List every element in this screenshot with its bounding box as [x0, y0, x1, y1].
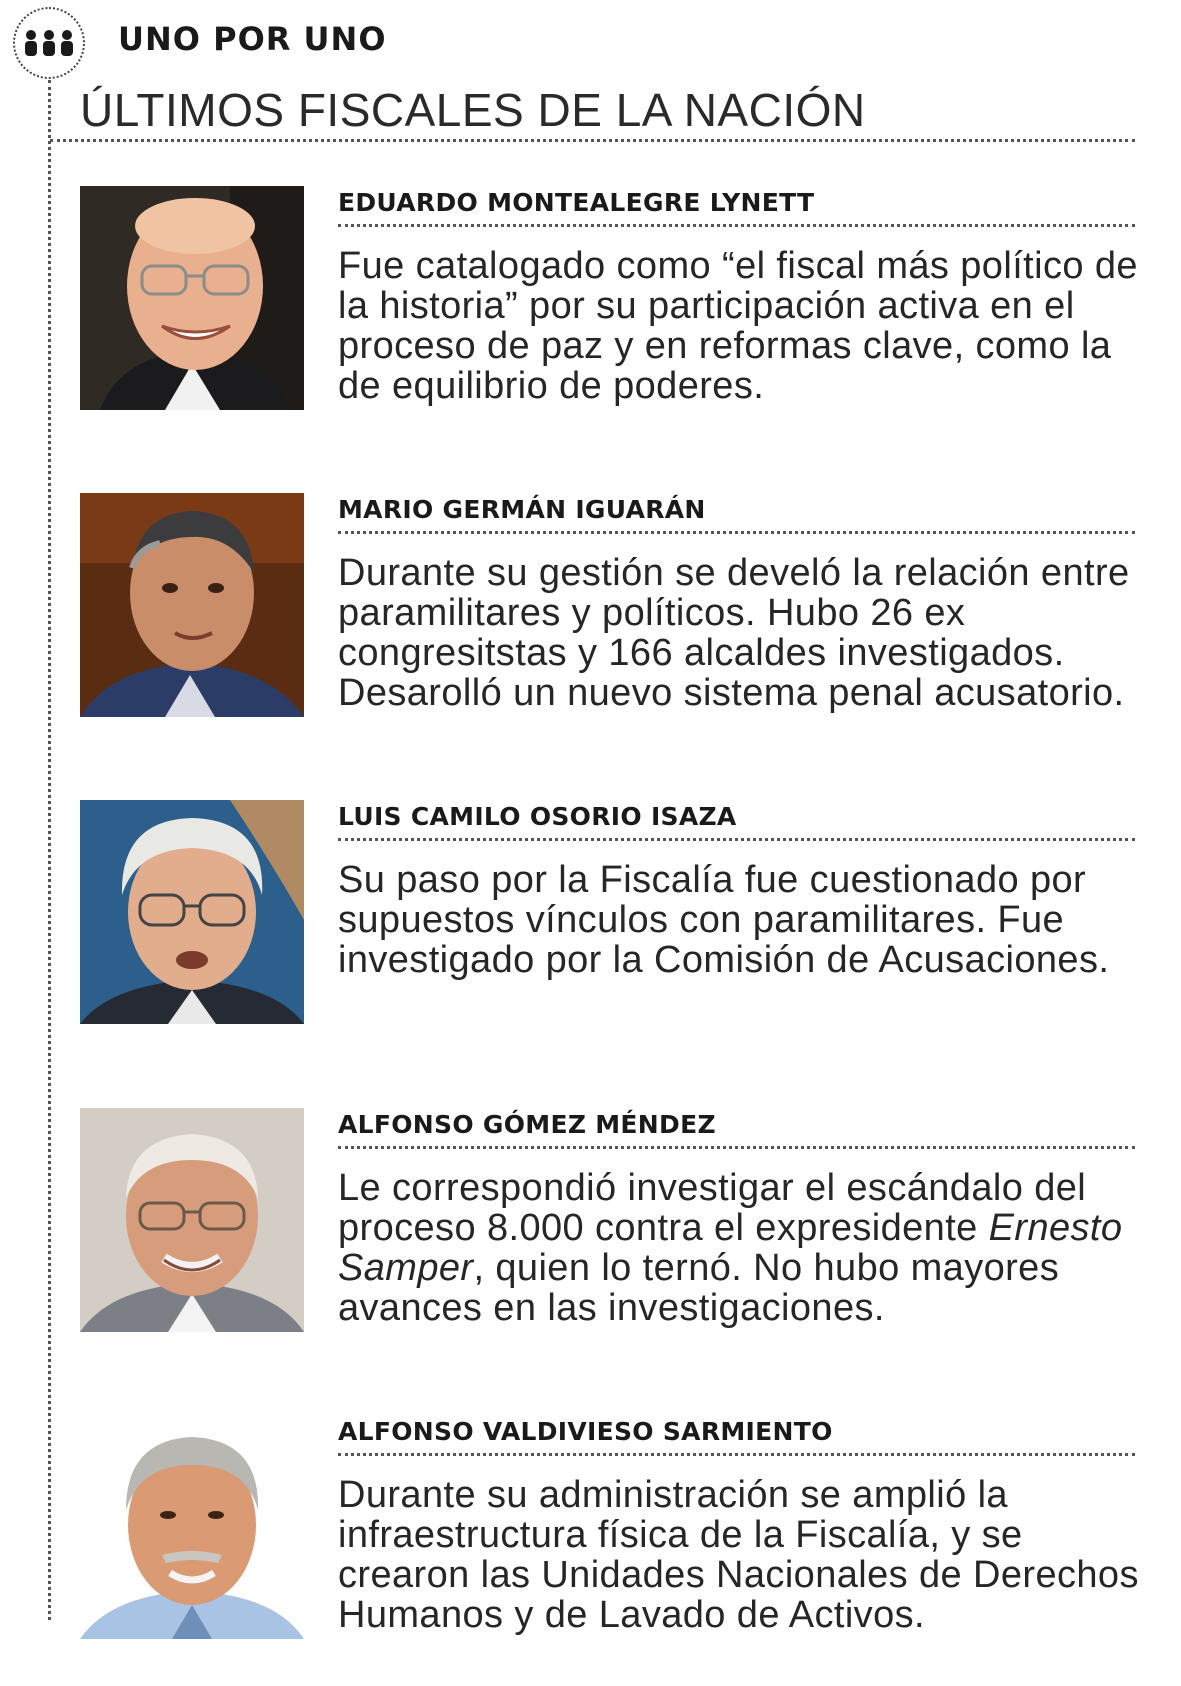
entry-description: Le correspondió investigar el escándalo del proceso 8.000 contra el expresidente Ernesto Samper, quien lo ternó. No hubo mayores avances en las investigaciones. [338, 1167, 1123, 1329]
entry-name: ALFONSO VALDIVIESO SARMIENTO [338, 1417, 833, 1446]
portrait-photo [80, 1415, 304, 1639]
name-divider [338, 224, 1135, 227]
portrait-photo [80, 1108, 304, 1332]
entry-description: Durante su gestión se develó la relación entre paramilitares y políticos. Hubo 26 ex congresitstas y 166 alcaldes investigados. Desarolló un nuevo sistema penal acusatorio. [338, 552, 1130, 714]
section-badge [13, 7, 85, 79]
entry-valdivieso [80, 1415, 1140, 1655]
entry-name: ALFONSO GÓMEZ MÉNDEZ [338, 1110, 716, 1139]
entry-description: Durante su administración se amplió la infraestructura física de la Fiscalía, y se crearon las Unidades Nacionales de Derechos Humanos y de Lavado de Activos. [338, 1474, 1139, 1636]
people-icon [22, 28, 76, 58]
section-label: UNO POR UNO [118, 20, 387, 58]
entry-gomez [80, 1108, 1140, 1348]
entry-name: EDUARDO MONTEALEGRE LYNETT [338, 188, 815, 217]
entry-name: LUIS CAMILO OSORIO ISAZA [338, 802, 737, 831]
name-divider [338, 1146, 1135, 1149]
name-divider [338, 531, 1135, 534]
name-divider [338, 838, 1135, 841]
entry-osorio [80, 800, 1140, 1040]
entry-description: Fue catalogado como “el fiscal más político de la historia” por su participación activa en el proceso de paz y en reformas clave, como la de equilibrio de poderes. [338, 245, 1138, 407]
portrait-photo [80, 493, 304, 717]
name-divider [338, 1453, 1135, 1456]
page-title: ÚLTIMOS FISCALES DE LA NACIÓN [80, 84, 866, 136]
title-divider [50, 139, 1135, 142]
entry-montealegre [80, 186, 1140, 426]
entry-iguaran [80, 493, 1140, 733]
portrait-photo [80, 186, 304, 410]
vertical-dotted-rule [48, 80, 51, 1620]
entry-name: MARIO GERMÁN IGUARÁN [338, 495, 706, 524]
entry-description: Su paso por la Fiscalía fue cuestionado por supuestos vínculos con paramilitares. Fue investigado por la Comisión de Acusaciones. [338, 859, 1110, 981]
portrait-photo [80, 800, 304, 1024]
italic-name: Ernesto Samper [338, 1207, 1123, 1289]
